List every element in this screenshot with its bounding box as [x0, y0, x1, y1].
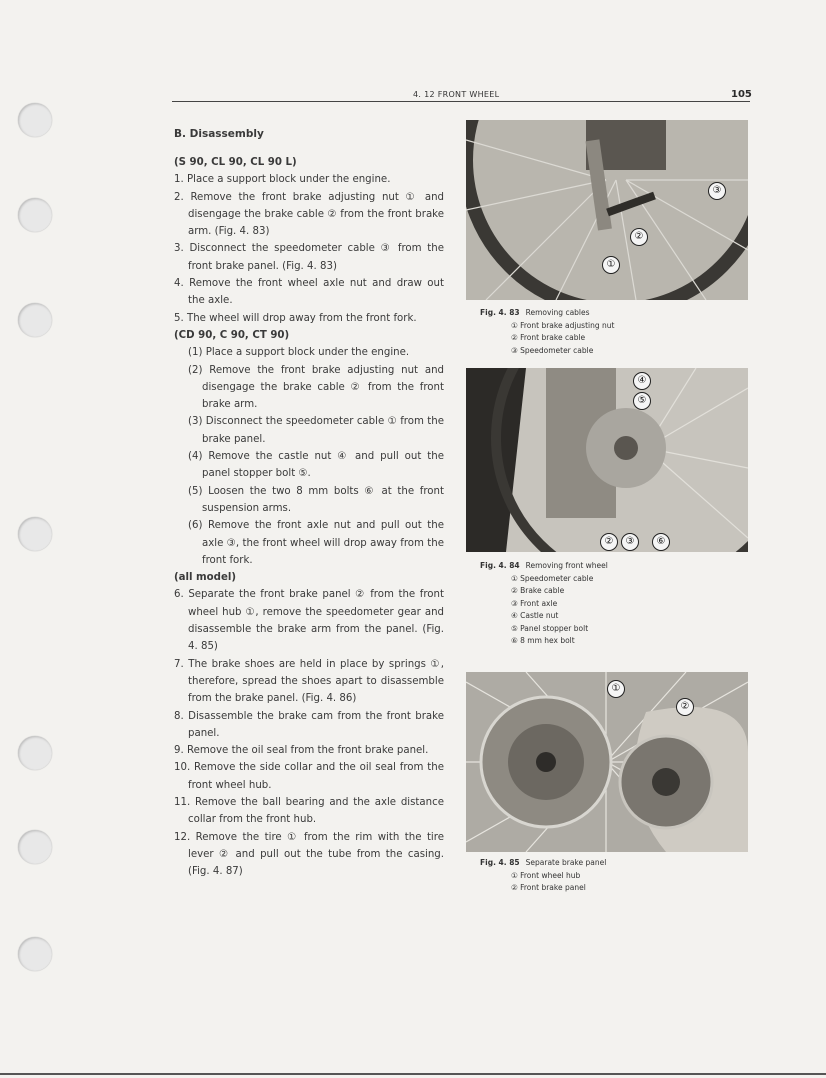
header-rule	[172, 101, 750, 102]
group-heading: (all model)	[174, 572, 237, 584]
step-item: 4. Remove the front wheel axle nut and draw out the axle.	[174, 278, 444, 307]
page-number: 105	[731, 89, 752, 100]
step-item: 10. Remove the side collar and the oil seal from the front wheel hub.	[174, 762, 444, 791]
step-item: (4) Remove the castle nut ④ and pull out the panel stopper bolt ⑤.	[188, 451, 444, 480]
step-item: 9. Remove the oil seal from the front brake panel.	[174, 745, 429, 757]
binder-hole	[18, 736, 52, 770]
step-item: 7. The brake shoes are held in place by springs ①, therefore, spread the shoes apart to disassemble from the brake panel. (Fig. 4. 86)	[174, 658, 444, 705]
callout-5: ⑤	[633, 392, 651, 410]
step-item: (1) Place a support block under the engine.	[188, 347, 410, 359]
photo-separate-brake-panel	[466, 672, 748, 852]
callout-2: ②	[676, 698, 694, 716]
caption-fig-4-83: Fig. 4. 83 Removing cables ① Front brake adjusting nut ② Front brake cable ③ Speedometer cable	[480, 308, 615, 355]
binder-hole	[18, 830, 52, 864]
step-item: 6. Separate the front brake panel ② from the front wheel hub ①, remove the speedometer gear and disassemble the brake arm from the panel. (Fig. 4. 85)	[174, 589, 444, 653]
wheel-photo-illustration	[466, 368, 748, 552]
callout-3: ③	[708, 182, 726, 200]
callout-1: ①	[607, 680, 625, 698]
binder-hole	[18, 103, 52, 137]
caption-fig-4-84: Fig. 4. 84 Removing front wheel ① Speedometer cable ② Brake cable ③ Front axle ④ Castle nut ⑤ Panel stopper bolt ⑥ 8 mm hex bolt	[480, 561, 608, 645]
callout-1: ①	[602, 256, 620, 274]
callout-2: ②	[600, 533, 618, 551]
section-title: B. Disassembly	[174, 128, 264, 140]
step-item: (6) Remove the front axle nut and pull out the axle ③, the front wheel will drop away from the front fork.	[188, 520, 444, 566]
step-item: 5. The wheel will drop away from the front fork.	[174, 312, 417, 324]
callout-6: ⑥	[652, 533, 670, 551]
step-item: 11. Remove the ball bearing and the axle distance collar from the front hub.	[174, 796, 444, 826]
callout-3: ③	[621, 533, 639, 551]
disassembly-section	[174, 128, 444, 880]
binder-hole	[18, 198, 52, 232]
wheel-photo-illustration	[466, 672, 748, 852]
running-head: 4. 12 FRONT WHEEL	[413, 90, 500, 99]
photo-removing-front-wheel	[466, 368, 748, 552]
photo-removing-cables	[466, 120, 748, 300]
step-item: (3) Disconnect the speedometer cable ① from the brake panel.	[188, 416, 444, 445]
bottom-rule	[0, 1073, 826, 1075]
step-item: 3. Disconnect the speedometer cable ③ from the front brake panel. (Fig. 4. 83)	[174, 243, 444, 272]
step-item: (2) Remove the front brake adjusting nut and disengage the brake cable ② from the front brake arm.	[188, 364, 444, 411]
binder-hole	[18, 303, 52, 337]
step-item: 8. Disassemble the brake cam from the front brake panel.	[174, 710, 444, 739]
callout-4: ④	[633, 372, 651, 390]
binder-hole	[18, 937, 52, 971]
group-heading: (S 90, CL 90, CL 90 L)	[174, 157, 297, 168]
step-item: (5) Loosen the two 8 mm bolts ⑥ at the front suspension arms.	[188, 485, 444, 514]
caption-fig-4-85: Fig. 4. 85 Separate brake panel ① Front wheel hub ② Front brake panel	[480, 858, 607, 892]
binder-hole	[18, 517, 52, 551]
step-item: 2. Remove the front brake adjusting nut ① and disengage the brake cable ② from the front brake arm. (Fig. 4. 83)	[174, 191, 444, 238]
step-item: 1. Place a support block under the engine.	[174, 174, 391, 186]
step-item: 12. Remove the tire ① from the rim with the tire lever ② and pull out the tube from the casing. (Fig. 4. 87)	[174, 831, 444, 878]
callout-2: ②	[630, 228, 648, 246]
group-heading: (CD 90, C 90, CT 90)	[174, 329, 290, 341]
